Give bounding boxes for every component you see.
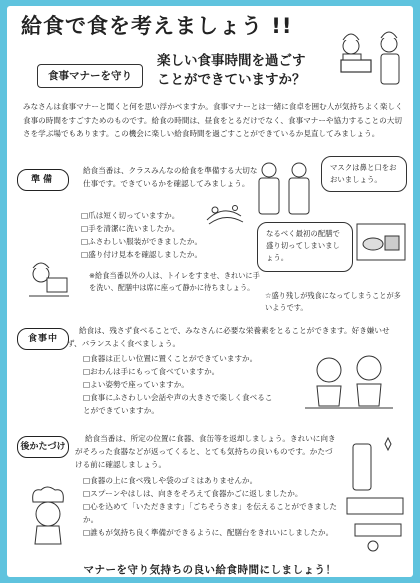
cleanup-lead: 給食当番は、所定の位置に食器、食缶等を返却しましょう。きれいに向きがそろった食器などが返ってくると、とても気持ちの良いものです。かたづける前に確認しましょう。 <box>75 434 336 469</box>
cleanup-check-item: □食器の上に食べ残しや袋のゴミはありませんか。 <box>83 476 258 485</box>
prep-check-item: □手を清潔に洗いましたか。 <box>81 224 180 233</box>
prep-tag: 準備 <box>17 169 69 191</box>
servers-illustration <box>253 158 319 220</box>
page <box>7 6 413 577</box>
manner-badge: 食事マナーを守り <box>37 64 143 88</box>
page-subtitle: 楽しい食事時間を過ごす ことができていますか？ <box>157 53 306 88</box>
eating-check-item: □食器は正しい位置に置くことができていますか。 <box>83 354 258 363</box>
footer-message: マナーを守り気持ちの良い給食時間にしましょう！ <box>83 564 337 576</box>
children-eating-illustration <box>299 350 399 416</box>
cleanup-check-item: □心を込めて「いただきます」「ごちそうさま」を伝えることができましたか。 <box>83 502 337 524</box>
chef-mascot-illustration <box>25 484 71 548</box>
leftover-note: ☆盛り残しが残食になってしまうことが多いようです。 <box>265 291 401 312</box>
eating-tag: 食事中 <box>17 328 69 350</box>
chef-computer-illustration <box>25 258 73 304</box>
cleanup-check-item: □誰もが気持ち良く準備ができるように、配膳台をきれいにしましたか。 <box>83 528 334 537</box>
intro-text: みなさんは食事マナーと聞くと何を思い浮かべますか。食事マナーとは一緒に食卓を囲む人が気持ちよく楽しく食事の時間をすごすためのものです。給食の時間は、昼食をとるだけでなく、食事マナーや協力することの大切さを学ぶ場でもあります。この機会に楽しい給食時間を過ごすことができているか見直してみましょう。 <box>23 102 403 138</box>
prep-check-item: □ふさわしい服装ができましたか。 <box>81 237 203 246</box>
cleanup-tag: 後かたづけ <box>17 436 69 458</box>
prep-lead: 給食当番は、クラスみんなの給食を準備する大切な仕事です。できているかを確認してみましょう。 <box>83 166 258 188</box>
cleanup-checklist <box>83 474 341 539</box>
eating-check-item: □食事にふさわしい会話や声の大きさで楽しく食べることができていますか。 <box>83 393 273 415</box>
serve-bubble: なるべく最初の配膳で盛り切ってしまいましょう。 <box>257 222 353 272</box>
eating-checklist <box>83 352 279 417</box>
eating-check-item: □よい姿勢で座っていますか。 <box>83 380 189 389</box>
prep-check-item: □爪は短く切っていますか。 <box>81 211 180 220</box>
eating-check-item: □おわんは手にもって食べていますか。 <box>83 367 220 376</box>
cleaning-illustration <box>343 434 409 560</box>
chefs-illustration <box>337 24 409 94</box>
prep-note: ※給食当番以外の人は、トイレをすませ、きれいに手を洗い、配膳中は席に座って静かに待ちましょう。 <box>89 271 260 292</box>
eating-lead: 給食は、残さず食べることで、みなさんに必要な栄養素をとることができます。好き嫌いせず、バランスよく食べましょう。 <box>67 326 390 348</box>
mask-bubble: マスクは鼻と口をおおいましょう。 <box>321 156 407 192</box>
tray-illustration <box>353 218 409 266</box>
prep-check-item: □盛り付け見本を確認しましたか。 <box>81 250 203 259</box>
handwash-illustration <box>203 202 249 232</box>
cleanup-check-item: □スプーンやはしは、向きをそろえて食器かごに返しましたか。 <box>83 489 303 498</box>
page-title: 給食で食を考えましょう !! <box>21 14 293 38</box>
